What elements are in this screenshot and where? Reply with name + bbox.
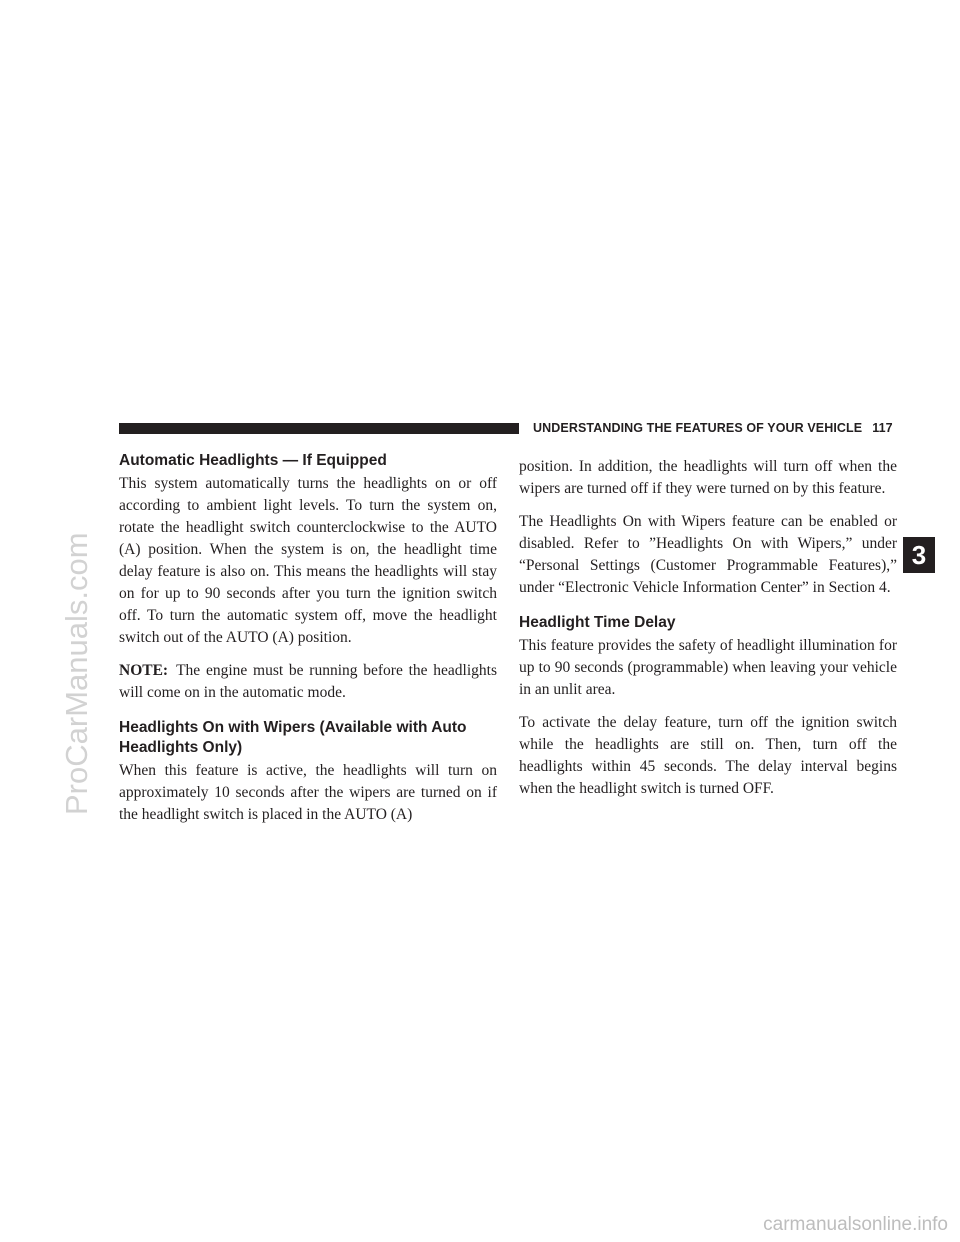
page-number: 117 bbox=[872, 421, 893, 435]
watermark: ProCarManuals.com bbox=[59, 532, 94, 815]
note-label: NOTE: bbox=[119, 662, 169, 679]
note-paragraph bbox=[119, 660, 497, 704]
left-column bbox=[119, 451, 497, 826]
paragraph-time-delay-safety: This feature provides the safety of headlight illumination for up to 90 seconds (programmable) when leaving your vehicle in an unlit area. bbox=[519, 637, 897, 698]
paragraph-enable-disable: The Headlights On with Wipers feature can be enabled or disabled. Refer to ”Headlights On with Wipers,” under “Personal Settings (Customer Programmable Features),” under “Electronic Vehicle Information Center” in Section 4. bbox=[519, 513, 897, 596]
paragraph-automatic-headlights: This system automatically turns the headlights on or off according to ambient light levels. To turn the system on, rotate the headlight switch counterclockwise to the AUTO (A) position. When the system is on, the headlight time delay feature is also on. This means the headlights will stay on for up to 90 seconds after you turn the ignition switch off. To turn the automatic system off, move the headlight switch out of the AUTO (A) position. bbox=[119, 475, 497, 646]
paragraph-wipers-feature: When this feature is active, the headlights will turn on approximately 10 seconds after the wipers are turned on if the headlight switch is placed in the AUTO (A) bbox=[119, 762, 497, 823]
heading-headlights-on-with-wipers: Headlights On with Wipers (Available with Auto Headlights Only) bbox=[119, 719, 467, 756]
heading-headlight-time-delay: Headlight Time Delay bbox=[519, 614, 676, 631]
right-column bbox=[519, 456, 897, 811]
header-rule bbox=[119, 423, 519, 434]
section-tab: 3 bbox=[903, 537, 935, 573]
footer-source-watermark: carmanualsonline.info bbox=[763, 1214, 948, 1235]
heading-automatic-headlights: Automatic Headlights — If Equipped bbox=[119, 452, 387, 469]
paragraph-wipers-continued: position. In addition, the headlights will turn off when the wipers are turned off if they were turned on by this feature. bbox=[519, 458, 897, 497]
header-title: UNDERSTANDING THE FEATURES OF YOUR VEHICLE bbox=[533, 421, 863, 435]
paragraph-activate-delay: To activate the delay feature, turn off the ignition switch while the headlights are still on. Then, turn off the headlights within 45 seconds. The delay interval begins when the headlight switch is turned OFF. bbox=[519, 714, 897, 797]
note-text: The engine must be running before the headlights will come on in the automatic mode. bbox=[119, 662, 497, 701]
running-header bbox=[533, 421, 893, 435]
